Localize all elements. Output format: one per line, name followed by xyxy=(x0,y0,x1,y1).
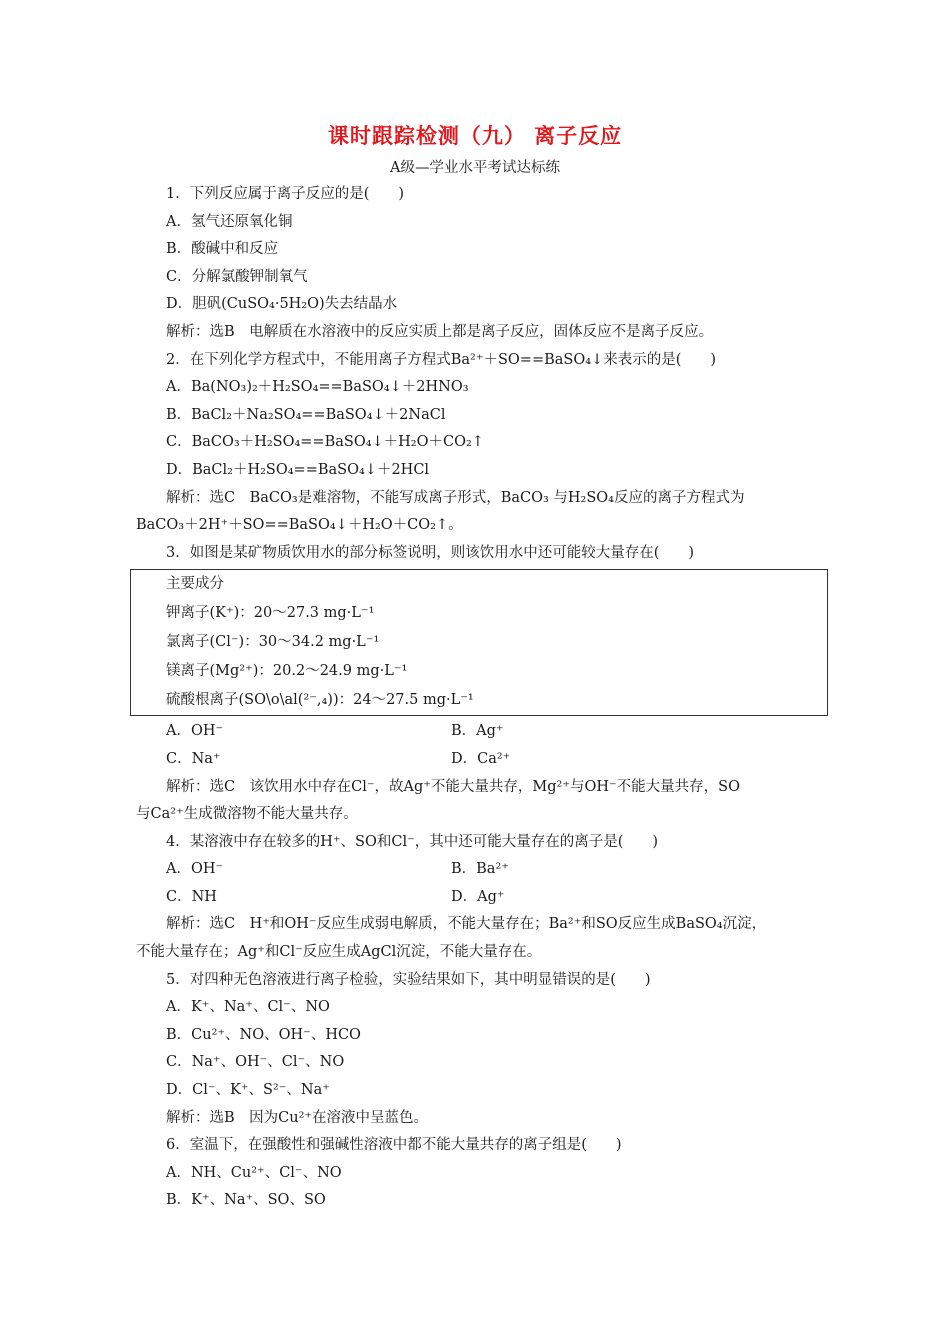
question-4-options-row-2 xyxy=(136,884,822,912)
question-1-stem: 1．下列反应属于离子反应的是( ) xyxy=(166,186,405,202)
question-6-stem: 6．室温下，在强酸性和强碱性溶液中都不能大量共存的离子组是( ) xyxy=(166,1137,622,1154)
question-2-analysis-cont: BaCO₃＋2H⁺＋SO==BaSO₄↓＋H₂O＋CO₂↑。 xyxy=(136,517,463,534)
question-3-option-c: C．Na⁺ xyxy=(166,750,221,767)
label-item-magnesium: 镁离子(Mg²⁺)：20.2～24.9 mg·L⁻¹ xyxy=(166,663,408,680)
question-4-option-d: D．Ag⁺ xyxy=(451,888,505,905)
section-subtitle: A级—学业水平考试达标练 xyxy=(390,160,560,176)
question-5-stem: 5．对四种无色溶液进行离子检验，实验结果如下，其中明显错误的是( ) xyxy=(166,971,651,988)
question-3-option-d: D．Ca²⁺ xyxy=(451,750,511,767)
label-item-chloride: 氯离子(Cl⁻)：30～34.2 mg·L⁻¹ xyxy=(166,634,380,651)
question-4-stem: 4．某溶液中存在较多的H⁺、SO和Cl⁻，其中还可能大量存在的离子是( ) xyxy=(166,833,659,850)
question-4-option-c: C．NH xyxy=(166,888,217,905)
question-1-analysis: 解析：选B 电解质在水溶液中的反应实质上都是离子反应，固体反应不是离子反应。 xyxy=(166,323,714,340)
question-1-option-b: B．酸碱中和反应 xyxy=(166,241,279,258)
question-3-option-a: A．OH⁻ xyxy=(166,723,224,740)
question-2-option-c: C．BaCO₃＋H₂SO₄==BaSO₄↓＋H₂O＋CO₂↑ xyxy=(166,434,484,451)
question-2-stem: 2．在下列化学方程式中，不能用离子方程式Ba²⁺＋SO==BaSO₄↓来表示的是( ) xyxy=(166,351,717,368)
question-2-option-d: D．BaCl₂＋H₂SO₄==BaSO₄↓＋2HCl xyxy=(166,461,430,478)
question-2-analysis: 解析：选C BaCO₃是难溶物，不能写成离子形式，BaCO₃ 与H₂SO₄反应的离子方程式为 xyxy=(166,489,745,506)
question-5-option-a: A．K⁺、Na⁺、Cl⁻、NO xyxy=(166,999,330,1016)
question-2-option-a: A．Ba(NO₃)₂＋H₂SO₄==BaSO₄↓＋2HNO₃ xyxy=(166,379,469,396)
question-6-option-b: B．K⁺、Na⁺、SO、SO xyxy=(166,1192,326,1209)
question-1-option-d: D．胆矾(CuSO₄·5H₂O)失去结晶水 xyxy=(166,296,398,313)
question-5-option-b: B．Cu²⁺、NO、OH⁻、HCO xyxy=(166,1026,361,1043)
question-1-option-c: C．分解氯酸钾制氧气 xyxy=(166,268,308,285)
page-title: 课时跟踪检测（九） 离子反应 xyxy=(327,124,623,148)
label-item-potassium: 钾离子(K⁺)：20～27.3 mg·L⁻¹ xyxy=(166,605,375,622)
question-1-option-a: A．氢气还原氧化铜 xyxy=(166,213,293,230)
question-3-options-row-2 xyxy=(136,746,822,774)
question-5-option-d: D．Cl⁻、K⁺、S²⁻、Na⁺ xyxy=(166,1082,330,1099)
label-heading: 主要成分 xyxy=(166,576,224,593)
question-3-analysis: 解析：选C 该饮用水中存在Cl⁻，故Ag⁺不能大量共存，Mg²⁺与OH⁻不能大量共存，SO xyxy=(166,778,740,795)
question-5-analysis: 解析：选B 因为Cu²⁺在溶液中呈蓝色。 xyxy=(166,1109,429,1126)
question-3-analysis-cont: 与Ca²⁺生成微溶物不能大量共存。 xyxy=(136,806,358,823)
label-item-sulfate: 硫酸根离子(SO\o\al(²⁻,₄))：24～27.5 mg·L⁻¹ xyxy=(166,692,474,709)
question-list xyxy=(136,181,822,1215)
question-4-options-row-1 xyxy=(136,856,822,884)
question-2-option-b: B．BaCl₂＋Na₂SO₄==BaSO₄↓＋2NaCl xyxy=(166,406,446,423)
question-4-analysis: 解析：选C H⁺和OH⁻反应生成弱电解质，不能大量存在；Ba²⁺和SO反应生成BaSO₄沉淀， xyxy=(166,916,767,933)
question-3-options-row-1 xyxy=(136,718,822,746)
question-4-option-a: A．OH⁻ xyxy=(166,861,224,878)
mineral-water-label-box xyxy=(130,569,828,716)
question-4-option-b: B．Ba²⁺ xyxy=(451,861,509,878)
question-6-option-a: A．NH、Cu²⁺、Cl⁻、NO xyxy=(166,1164,342,1181)
question-3-option-b: B．Ag⁺ xyxy=(451,723,504,740)
question-3-stem: 3．如图是某矿物质饮用水的部分标签说明，则该饮用水中还可能较大量存在( ) xyxy=(166,544,695,561)
question-5-option-c: C．Na⁺、OH⁻、Cl⁻、NO xyxy=(166,1054,345,1071)
question-4-analysis-cont: 不能大量存在；Ag⁺和Cl⁻反应生成AgCl沉淀，不能大量存在。 xyxy=(136,944,542,961)
